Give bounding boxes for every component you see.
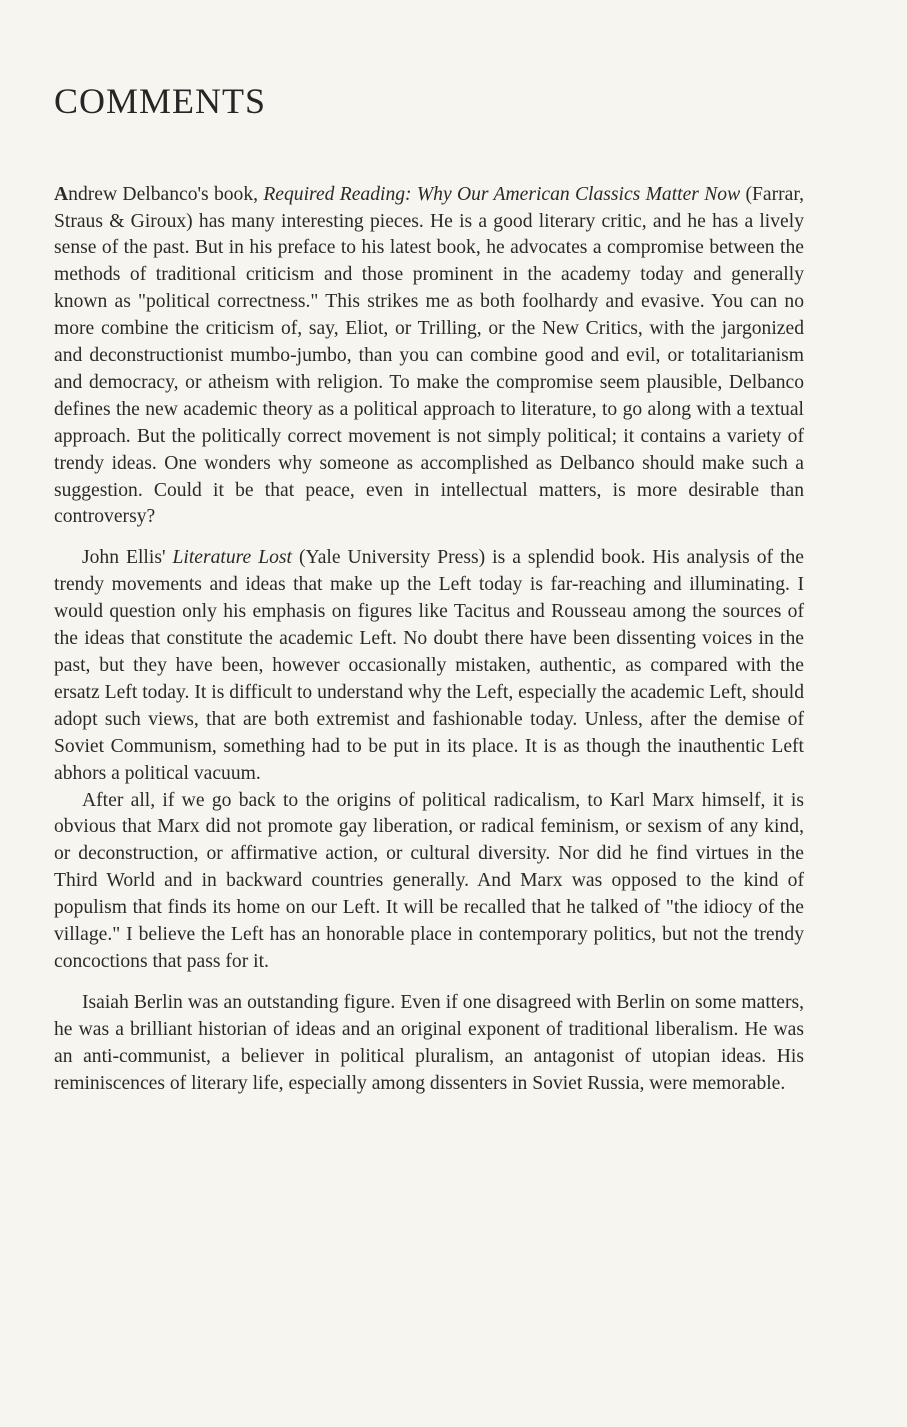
paragraph-text: ndrew Delbanco's book, xyxy=(68,183,264,205)
book-title: Required Reading: Why Our American Classics Matter Now xyxy=(263,183,741,205)
book-title: Literature Lost xyxy=(172,547,292,569)
paragraph-text: (Farrar, Straus & Giroux) has many interesting pieces. He is a good literary critic, and he has a lively sense of the past. But in his preface to his latest book, he advocates a compromise between the methods of traditional criticism and those prominent in the academy today and generally known as "political correctness." This strikes me as both foolhardy and evasive. You can no more combine the criticism of, say, Eliot, or Trilling, or the New Critics, with the jargonized and deconstructionist mumbo-jumbo, than you can combine good and evil, or totalitarianism and democracy, or atheism with religion. To make the compromise seem plausible, Delbanco defines the new academic theory as a political approach to literature, to go along with a textual approach. But the politically correct movement is not simply political; it contains a variety of trendy ideas. One wonders why someone as accomplished as Delbanco should make such a suggestion. Could it be that peace, even in intellectual matters, is more desirable than controversy? xyxy=(54,183,804,528)
paragraph-berlin: Isaiah Berlin was an outstanding figure. Even if one disagreed with Berlin on some matters, he was a brilliant historian of ideas and an original exponent of traditional liberalism. He was an anti-communist, a believer in political pluralism, an antagonist of utopian ideas. His reminiscences of literary life, especially among dissenters in Soviet Russia, were memorable. xyxy=(54,991,804,1094)
drop-initial: A xyxy=(54,183,69,205)
paragraph-text: John Ellis' xyxy=(82,547,173,569)
paragraph-delbanco xyxy=(54,182,804,532)
paragraph-marx: After all, if we go back to the origins of political radicalism, to Karl Marx himself, it is obvious that Marx did not promote gay liberation, or radical feminism, or sexism of any kind, or deconstruction, or affirmative action, or cultural diversity. Nor did he find virtues in the Third World and in backward countries generally. And Marx was opposed to the kind of populism that finds its home on our Left. It will be recalled that he talked of "the idiocy of the village." I believe the Left has an honorable place in contemporary politics, but not the trendy concoctions that pass for it. xyxy=(54,789,804,972)
page-content xyxy=(54,82,804,1098)
page-title: COMMENTS xyxy=(54,81,267,121)
paragraph-text: (Yale University Press) is a splendid book. His analysis of the trendy movements and ideas that make up the Left today is far-reaching and illuminating. I would question only his emphasis on figures like Tacitus and Rousseau among the sources of the ideas that constitute the academic Left. No doubt there have been dissenting voices in the past, but they have been, however occasionally mistaken, authentic, as compared with the ersatz Left today. It is difficult to understand why the Left, especially the academic Left, should adopt such views, that are both extremist and fashionable today. Unless, after the demise of Soviet Communism, something had to be put in its place. It is as though the inauthentic Left abhors a political vacuum. xyxy=(54,547,805,784)
paragraph-ellis xyxy=(54,545,804,787)
